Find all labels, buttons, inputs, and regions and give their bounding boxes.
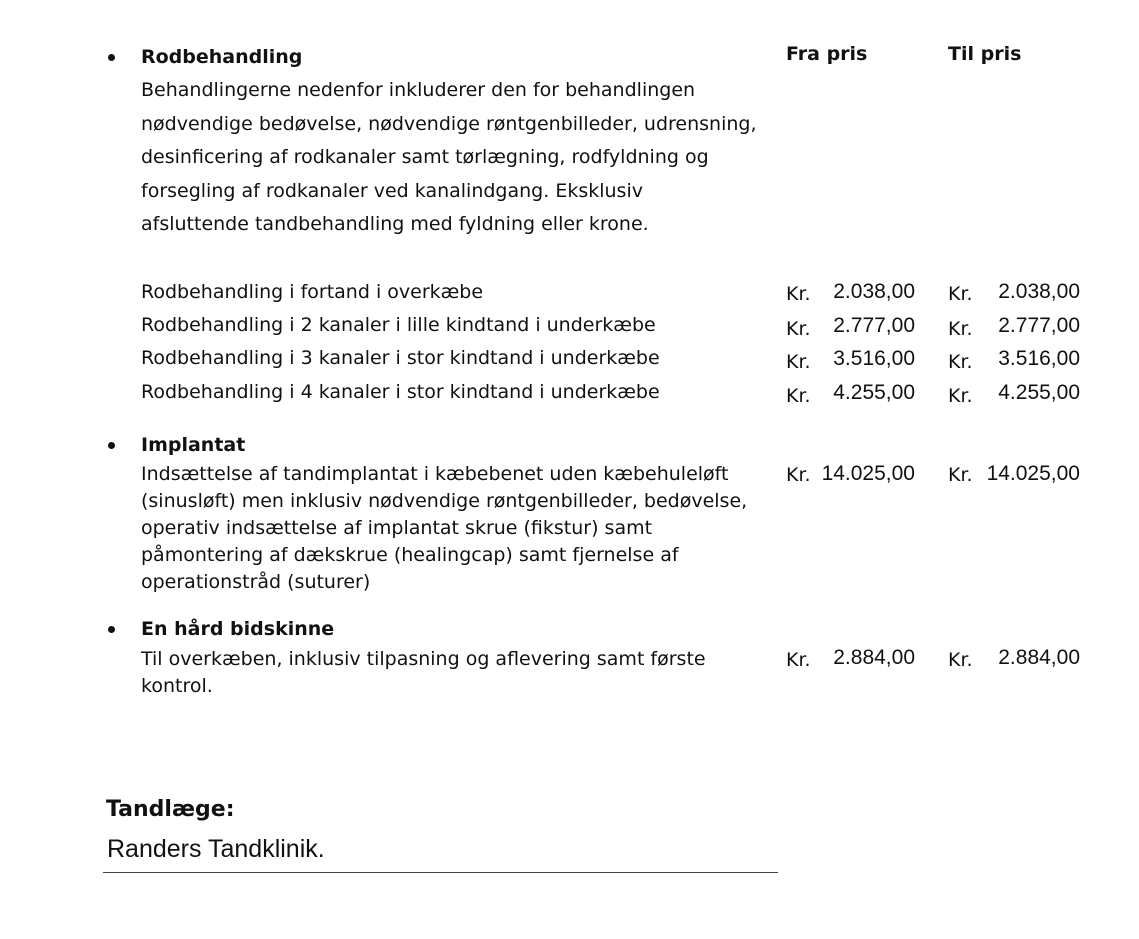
item-label: Rodbehandling i fortand i overkæbe [141, 281, 484, 303]
clinic-name: Randers Tandklinik. [107, 835, 325, 863]
section-description [141, 74, 761, 242]
currency-label-from: Kr. [786, 351, 811, 373]
currency-label-to: Kr. [948, 385, 973, 407]
description-line: afsluttende tandbehandling med fyldning eller krone. [141, 213, 649, 235]
currency-label-from: Kr. [786, 318, 811, 340]
section-description [141, 646, 761, 700]
currency-label-to: Kr. [948, 351, 973, 373]
price-to: 2.884,00 [998, 646, 1080, 669]
description-line: påmontering af dækskrue (healingcap) samt fjernelse af [141, 544, 679, 566]
currency-label-from: Kr. [786, 649, 811, 671]
currency-label-to: Kr. [948, 283, 973, 305]
description-line: operativ indsættelse af implantat skrue (fikstur) samt [141, 517, 653, 539]
price-to: 2.038,00 [998, 280, 1080, 303]
description-line: forsegling af rodkanaler ved kanalindgang. Eksklusiv [141, 179, 643, 202]
bullet-icon [108, 626, 115, 633]
description-line: Behandlingerne nedenfor inkluderer den for behandlingen [141, 79, 696, 101]
currency-label-from: Kr. [786, 464, 811, 486]
description-line: kontrol. [141, 675, 213, 697]
item-label: Rodbehandling i 3 kanaler i stor kindtand i underkæbe [141, 347, 660, 369]
description-line: Til overkæben, inklusiv tilpasning og aflevering samt første [141, 648, 706, 670]
currency-label-to: Kr. [948, 649, 973, 671]
currency-label-from: Kr. [786, 283, 811, 305]
signature-line [103, 872, 778, 873]
description-line: nødvendige bedøvelse, nødvendige røntgenbilleder, udrensning, [141, 112, 757, 135]
currency-label-to: Kr. [948, 464, 973, 486]
price-from: 2.884,00 [833, 646, 915, 669]
price-from: 2.777,00 [833, 314, 915, 337]
description-line: (sinusløft) men inklusiv nødvendige røntgenbilleder, bedøvelse, [141, 490, 748, 512]
price-to: 14.025,00 [986, 462, 1080, 485]
price-to: 4.255,00 [998, 381, 1080, 404]
price-from: 14.025,00 [821, 462, 915, 485]
signature-label: Tandlæge: [106, 797, 235, 822]
section-heading: En hård bidskinne [141, 618, 335, 640]
price-to: 3.516,00 [998, 347, 1080, 370]
price-from: 3.516,00 [833, 347, 915, 370]
price-from: 2.038,00 [833, 280, 915, 303]
description-line: desinficering af rodkanaler samt tørlægning, rodfyldning og [141, 146, 709, 168]
column-header-from-price: Fra pris [786, 43, 868, 65]
bullet-icon [108, 442, 115, 449]
section-description [141, 461, 761, 596]
item-label: Rodbehandling i 4 kanaler i stor kindtand i underkæbe [141, 381, 660, 403]
column-header-to-price: Til pris [948, 43, 1022, 65]
price-from: 4.255,00 [833, 381, 915, 404]
item-label: Rodbehandling i 2 kanaler i lille kindtand i underkæbe [141, 314, 656, 336]
bullet-icon [108, 54, 115, 61]
section-heading: Rodbehandling [141, 46, 303, 68]
currency-label-from: Kr. [786, 385, 811, 407]
description-line: Indsættelse af tandimplantat i kæbebenet uden kæbehuleløft [141, 463, 729, 485]
description-line: operationstråd (suturer) [141, 571, 371, 593]
currency-label-to: Kr. [948, 318, 973, 340]
price-to: 2.777,00 [998, 314, 1080, 337]
section-heading: Implantat [141, 434, 246, 456]
